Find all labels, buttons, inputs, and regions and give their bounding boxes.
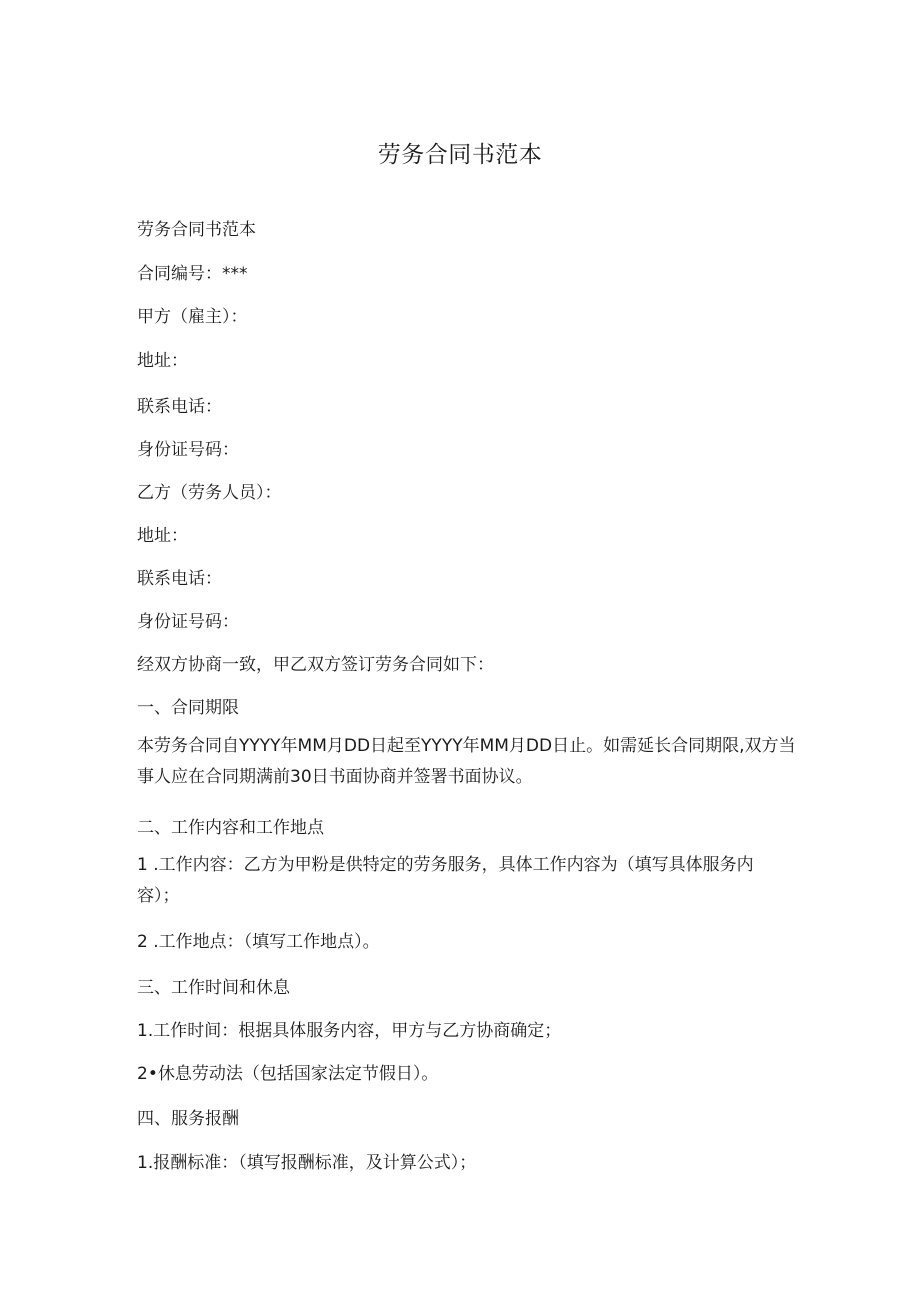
section-2-item-2: 2 .工作地点：（填写工作地点）。 bbox=[137, 932, 380, 952]
party-a-address: 地址： bbox=[137, 351, 188, 371]
section-3-item-2: 2•休息劳动法（包括国家法定节假日）。 bbox=[137, 1064, 439, 1084]
section-1-body: 本劳务合同自YYYY年MM月DD日起至YYYY年MM月DD日止。如需延长合同期限,双方当事人应在合同期满前30日书面协商并签署书面协议。 bbox=[137, 736, 796, 787]
section-3-heading: 三、工作时间和休息 bbox=[137, 978, 290, 998]
party-b-id: 身份证号码： bbox=[137, 612, 239, 632]
section-2-heading: 二、工作内容和工作地点 bbox=[137, 818, 324, 838]
document-title: 劳务合同书范本 bbox=[377, 142, 543, 168]
preamble: 经双方协商一致，甲乙双方签订劳务合同如下： bbox=[137, 655, 494, 675]
party-b-label: 乙方（劳务人员）： bbox=[137, 483, 282, 503]
party-b-address: 地址： bbox=[137, 526, 188, 546]
party-a-label: 甲方（雇主）： bbox=[137, 307, 248, 327]
party-b-phone: 联系电话： bbox=[137, 569, 222, 589]
party-a-id: 身份证号码： bbox=[137, 440, 239, 460]
section-4-heading: 四、服务报酬 bbox=[137, 1109, 239, 1129]
section-4-item-1: 1.报酬标准：（填写报酬标准，及计算公式）； bbox=[137, 1153, 477, 1173]
contract-number: 合同编号：*** bbox=[137, 264, 248, 284]
section-3-item-1: 1.工作时间：根据具体服务内容，甲方与乙方协商确定； bbox=[137, 1021, 562, 1041]
section-2-item-1: 1 .工作内容：乙方为甲粉是供特定的劳务服务，具体工作内容为（填写具体服务内容）； bbox=[137, 855, 754, 906]
party-a-phone: 联系电话： bbox=[137, 397, 222, 417]
section-1-heading: 一、合同期限 bbox=[137, 698, 239, 718]
document-subtitle: 劳务合同书范本 bbox=[137, 220, 256, 240]
